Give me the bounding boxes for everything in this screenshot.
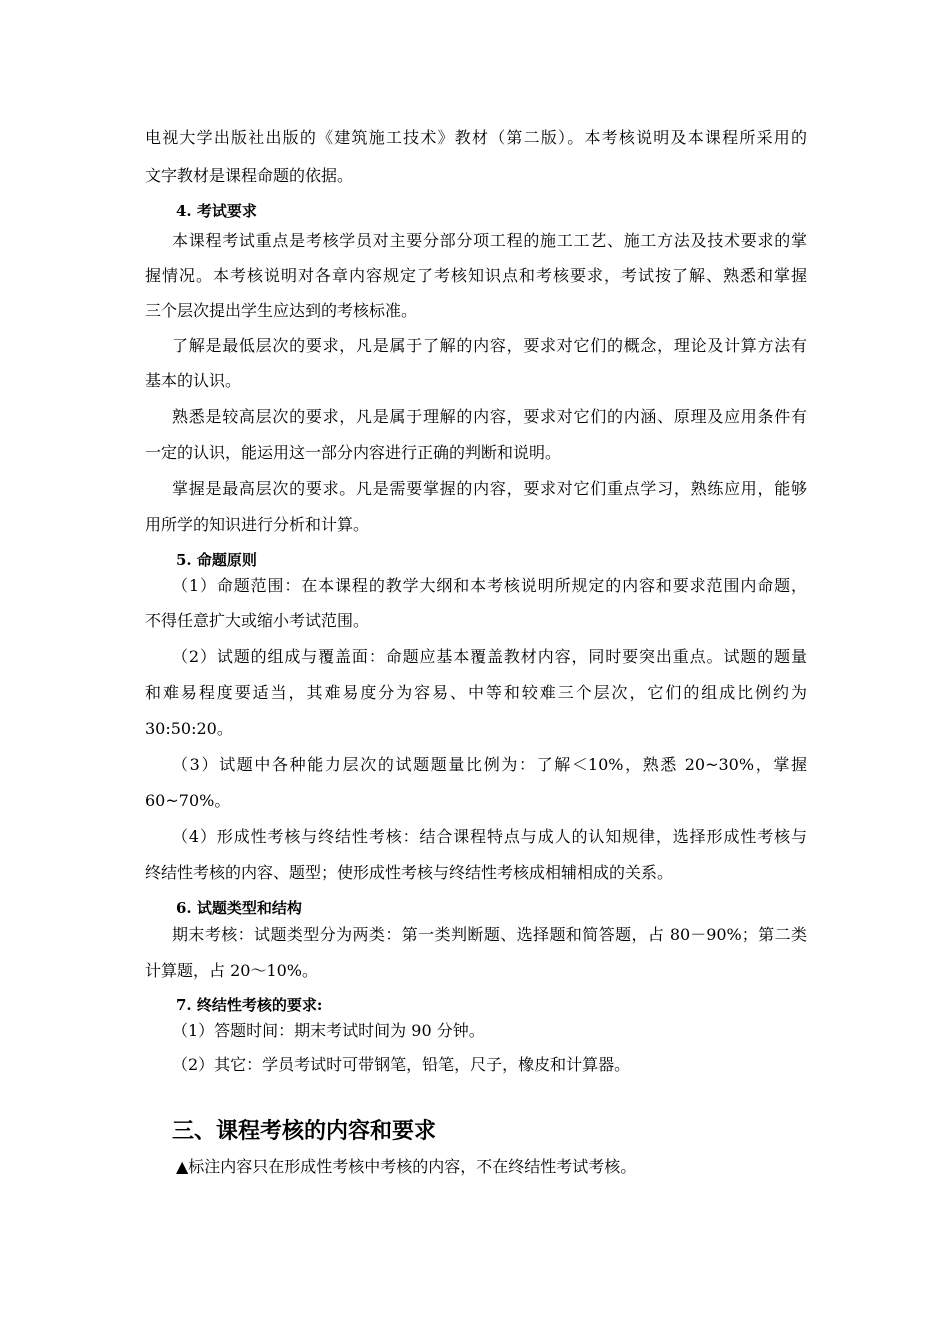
paragraph-line: 电视大学出版社出版的《建筑施工技术》教材（第二版）。本考核说明及本课程所采用的 — [145, 128, 807, 147]
paragraph-line: 60~70%。 — [145, 791, 231, 810]
paragraph-line: 掌握是最高层次的要求。凡是需要掌握的内容，要求对它们重点学习，熟练应用，能够 — [172, 479, 807, 498]
paragraph-line: 三个层次提出学生应达到的考核标准。 — [145, 301, 418, 320]
paragraph-line: 握情况。本考核说明对各章内容规定了考核知识点和考核要求，考试按了解、熟悉和掌握 — [145, 266, 807, 285]
paragraph-line: 终结性考核的内容、题型；使形成性考核与终结性考核成相辅相成的关系。 — [145, 863, 674, 882]
paragraph-line: （1）答题时间：期末考试时间为 90 分钟。 — [172, 1021, 485, 1040]
section-heading-7: 7. 终结性考核的要求: — [176, 996, 323, 1014]
paragraph-line: 和难易程度要适当，其难易度分为容易、中等和较难三个层次，它们的组成比例约为 — [145, 683, 807, 702]
paragraph-line: 基本的认识。 — [145, 371, 242, 390]
paragraph-line: 熟悉是较高层次的要求，凡是属于理解的内容，要求对它们的内涵、原理及应用条件有 — [172, 407, 807, 426]
paragraph-line: 了解是最低层次的要求，凡是属于了解的内容，要求对它们的概念，理论及计算方法有 — [172, 336, 807, 355]
paragraph-line: （2）试题的组成与覆盖面：命题应基本覆盖教材内容，同时要突出重点。试题的题量 — [172, 647, 807, 666]
paragraph-line: 文字教材是课程命题的依据。 — [145, 166, 354, 185]
paragraph-line: 期末考核：试题类型分为两类：第一类判断题、选择题和简答题，占 80－90%；第二类 — [172, 925, 807, 944]
note-line: ▲标注内容只在形成性考核中考核的内容，不在终结性考试考核。 — [176, 1157, 637, 1176]
paragraph-line: 本课程考试重点是考核学员对主要分部分项工程的施工工艺、施工方法及技术要求的掌 — [172, 231, 807, 250]
section-heading-4: 4. 考试要求 — [176, 202, 257, 220]
paragraph-line: 用所学的知识进行分析和计算。 — [145, 515, 370, 534]
paragraph-line: （2）其它：学员考试时可带钢笔，铅笔，尺子，橡皮和计算器。 — [172, 1055, 631, 1074]
paragraph-line: 不得任意扩大或缩小考试范围。 — [145, 611, 370, 630]
chapter-heading: 三、课程考核的内容和要求 — [172, 1119, 437, 1144]
paragraph-line: （3）试题中各种能力层次的试题题量比例为：了解＜10%，熟悉 20~30%，掌握 — [172, 755, 807, 774]
section-heading-6: 6. 试题类型和结构 — [176, 899, 302, 917]
paragraph-line: （1）命题范围：在本课程的教学大纲和本考核说明所规定的内容和要求范围内命题， — [172, 576, 807, 595]
section-heading-5: 5. 命题原则 — [176, 551, 257, 569]
paragraph-line: 一定的认识，能运用这一部分内容进行正确的判断和说明。 — [145, 443, 562, 462]
paragraph-line: 30:50:20。 — [145, 719, 233, 738]
paragraph-line: 计算题，占 20～10%。 — [145, 961, 319, 980]
paragraph-line: （4）形成性考核与终结性考核：结合课程特点与成人的认知规律，选择形成性考核与 — [172, 827, 807, 846]
